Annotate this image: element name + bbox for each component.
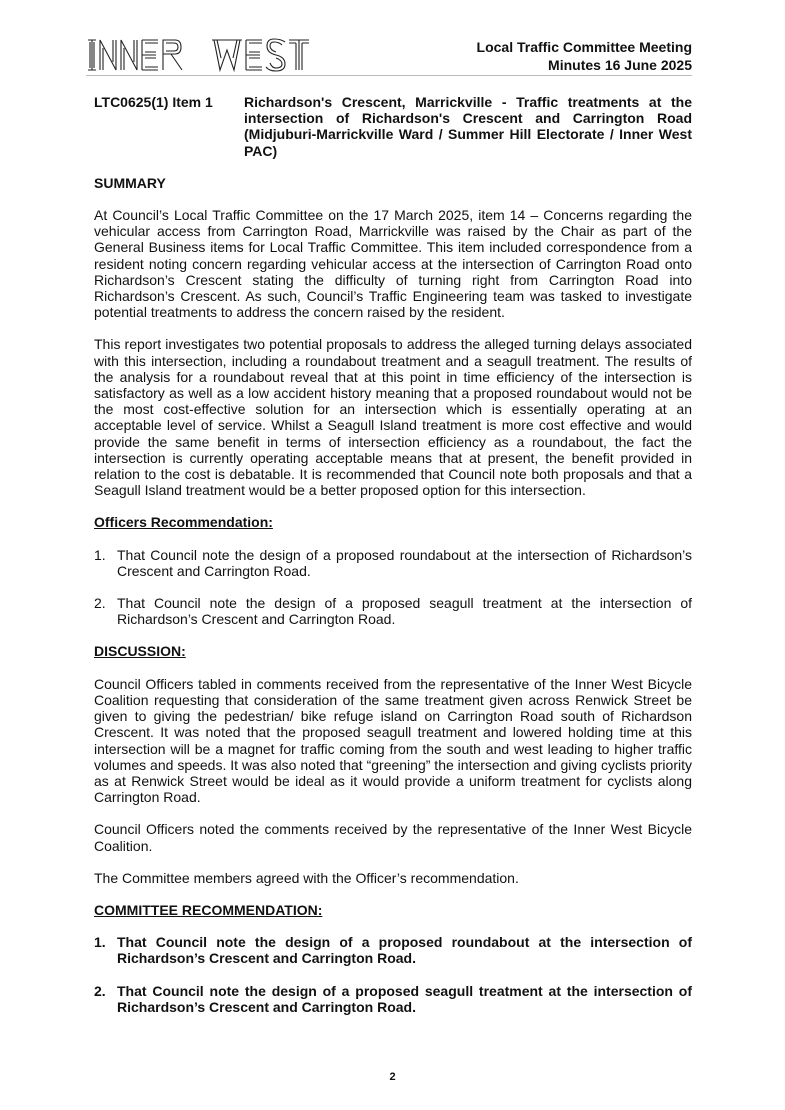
committee-recommendation-list [94, 934, 692, 1015]
item-title: Richardson's Crescent, Marrickville - Traffic treatments at the intersection of Richardson's Crescent and Carrington Road (Midjuburi-Marrickville Ward / Summer Hill Electorate / Inner West PAC) [244, 94, 692, 159]
list-number: 2. [94, 595, 106, 612]
inner-west-logo [86, 36, 338, 74]
list-text: That Council note the design of a proposed roundabout at the intersection of Richardson’s Crescent and Carrington Road. [117, 546, 692, 579]
discussion-heading: DISCUSSION: [94, 643, 186, 660]
meeting-title: Local Traffic Committee Meeting [476, 39, 692, 55]
summary-paragraph-2: This report investigates two potential proposals to address the alleged turning delays associated with this intersection, including a roundabout treatment and a seagull treatment. The results of the analysis for a roundabout reveal that at this point in time efficiency of the intersection is satisfactory as well as a low accident history meaning that a proposed roundabout would not be the most cost-effective solution for an intersection which is essentially operating at an acceptable level of service. Whilst a Seagull Island treatment is more cost effective and would provide the same benefit in terms of intersection efficiency as a roundabout, the fact the intersection is currently operating acceptable means that at present, the benefit provided in relation to the cost is debatable. It is recommended that Council note both proposals and that a Seagull Island treatment would be a better proposed option for this intersection. [94, 336, 692, 499]
meeting-header [477, 38, 692, 74]
summary-paragraph-1: At Council’s Local Traffic Committee on the 17 March 2025, item 14 – Concerns regarding the vehicular access from Carrington Road, Marrickville was raised by the Chair as part of the General Business items for Local Traffic Committee. This item included correspondence from a resident noting concern regarding vehicular access at the intersection of Carrington Road onto Richardson’s Crescent stating the difficulty of turning right from Carrington Road into Richardson’s Crescent. As such, Council’s Traffic Engineering team was tasked to investigate potential treatments to address the concern raised by the resident. [94, 207, 692, 321]
header-rule [86, 75, 692, 76]
discussion-paragraph-2: Council Officers noted the comments received by the representative of the Inner West Bicycle Coalition. [94, 821, 692, 854]
committee-recommendation-heading: COMMITTEE RECOMMENDATION: [94, 901, 323, 918]
list-number: 1. [94, 934, 106, 951]
item-id: LTC0625(1) Item 1 [94, 94, 213, 110]
list-text: That Council note the design of a proposed roundabout at the intersection of Richardson’s Crescent and Carrington Road. [117, 934, 692, 967]
discussion-paragraph-1: Council Officers tabled in comments received from the representative of the Inner West Bicycle Coalition requesting that consideration of the same treatment given across Renwick Street be given to giving the pedestrian/ bike refuge island on Carrington Road south of Richardson Crescent. It was noted that the proposed seagull treatment and lowered holding time at this intersection will be a magnet for traffic coming from the south and west leading to higher traffic volumes and speeds. It was also noted that “greening” the intersection and giving cyclists priority as at Renwick Street would be ideal as it would provide a uniform treatment for cyclists along Carrington Road. [94, 675, 692, 806]
list-item [94, 547, 692, 579]
meeting-date: Minutes 16 June 2025 [548, 57, 692, 73]
list-number: 2. [94, 982, 106, 999]
officers-recommendation-heading: Officers Recommendation: [94, 514, 273, 531]
discussion-paragraph-3: The Committee members agreed with the Officer’s recommendation. [94, 869, 519, 886]
list-text: That Council note the design of a proposed seagull treatment at the intersection of Richardson’s Crescent and Carrington Road. [117, 982, 692, 1015]
list-item [94, 934, 692, 966]
list-number: 1. [94, 546, 106, 563]
minutes-body [94, 94, 692, 1015]
list-item [94, 595, 692, 627]
page-number: 2 [389, 1071, 396, 1083]
officers-recommendation-list [94, 547, 692, 628]
item-heading [94, 94, 692, 159]
list-text: That Council note the design of a proposed seagull treatment at the intersection of Richardson’s Crescent and Carrington Road. [117, 595, 692, 628]
list-item [94, 983, 692, 1015]
summary-heading: SUMMARY [94, 174, 166, 191]
